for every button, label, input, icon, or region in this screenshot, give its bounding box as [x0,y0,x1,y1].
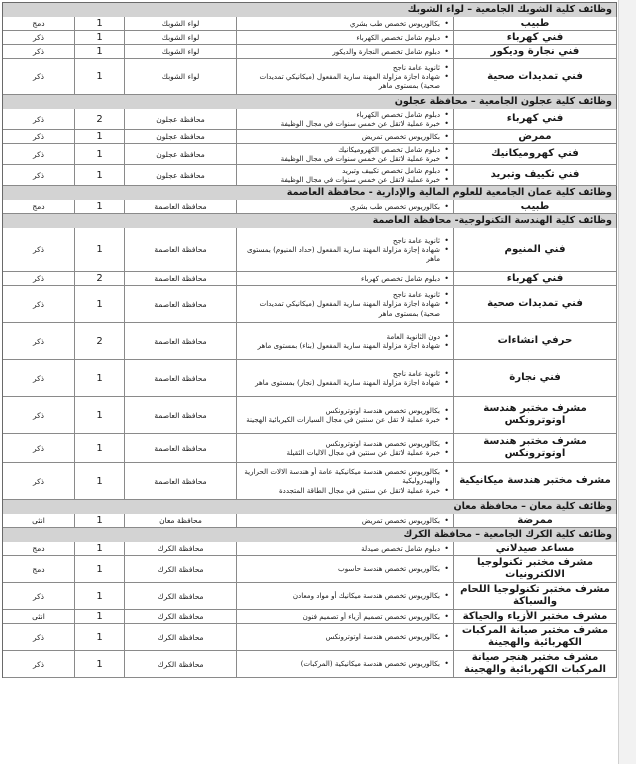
requirement-item: • شهادة اجازة مزاولة المهنة سارية المفعول (ميكانيكي تمديدات صحية) بمستوى ماهر [240,299,450,317]
job-gender: ذكر [3,130,75,143]
requirement-item: • خبرة عملية لاتقل عن سنتين في مجال الاليات الثقيلة [240,448,450,457]
vacancy-count: 1 [75,397,125,433]
requirement-item: • دبلوم شامل تخصص الكهرباء [240,33,450,42]
job-location: محافظة الكرك [125,542,237,555]
requirements-cell [237,397,454,433]
job-gender: ذكر [3,463,75,499]
requirements-list [240,166,450,184]
requirements-list [240,202,450,211]
job-location: محافظة العاصمة [125,397,237,433]
job-row [3,624,617,651]
job-row [3,542,617,556]
requirements-cell [237,144,454,164]
job-location: محافظة العاصمة [125,272,237,285]
job-title: فني المنيوم [454,228,617,271]
job-title: فني تمديدات صحية [454,59,617,94]
job-title: فني كهرباء [454,109,617,129]
job-row [3,434,617,463]
section-header: وظائف كلية الشوبك الجامعية – لواء الشوبك [3,3,617,17]
job-location: محافظة الكرك [125,651,237,677]
job-location: محافظة عجلون [125,109,237,129]
requirements-cell [237,651,454,677]
requirements-cell [237,59,454,94]
requirement-item: • ثانوية عامة ناجح [240,63,450,72]
requirement-item: • بكالوريوس تخصص تمريض [240,132,450,141]
job-gender: ذكر [3,59,75,94]
requirement-item: • بكالوريوس تخصص طب بشري [240,19,450,28]
requirements-cell [237,228,454,271]
job-gender: انثى [3,610,75,623]
job-row [3,463,617,500]
requirement-item: • دبلوم شامل تخصص تكييف وتبريد [240,166,450,175]
job-location: محافظة العاصمة [125,434,237,462]
requirement-item: • شهادة اجازة مزاولة المهنة سارية المفعول (بناء) بمستوى ماهر [240,341,450,350]
requirements-list [240,132,450,141]
vacancy-count: 1 [75,610,125,623]
job-gender: ذكر [3,165,75,185]
job-gender: دمج [3,556,75,582]
requirements-cell [237,272,454,285]
requirements-list [240,612,450,621]
job-gender: ذكر [3,109,75,129]
job-title: فني تمديدات صحية [454,286,617,322]
requirement-item: • شهادة اجازة مزاولة المهنة سارية المفعول (ميكانيكي تمديدات صحية) بمستوى ماهر [240,72,450,90]
requirements-cell [237,31,454,44]
job-gender: ذكر [3,360,75,396]
requirement-item: • دبلوم شامل تخصص الكهروميكانيك [240,145,450,154]
requirement-item: • بكالوريوس تخصص تمريض [240,516,450,525]
requirement-item: • ثانوية عامة ناجح [240,290,450,299]
requirement-item: • دبلوم شامل تخصص صيدلة [240,544,450,553]
job-gender: دمج [3,542,75,555]
job-gender: انثى [3,514,75,527]
requirement-item: • بكالوريوس تخصص هندسة اوتوترونكس [240,632,450,641]
vacancy-count: 1 [75,228,125,271]
job-title: ممرضة [454,514,617,527]
job-location: محافظة العاصمة [125,200,237,213]
requirements-cell [237,323,454,359]
requirement-item: • بكالوريوس تخصص هندسة ميكانيك أو مواد ومعادن [240,591,450,600]
requirement-item: • بكالوريوس تخصص طب بشري [240,202,450,211]
job-location: محافظة الكرك [125,556,237,582]
job-title: فني نجارة [454,360,617,396]
job-gender: دمج [3,17,75,30]
requirements-list [240,290,450,318]
vacancy-count: 1 [75,31,125,44]
job-gender: ذكر [3,323,75,359]
job-location: محافظة معان [125,514,237,527]
job-row [3,514,617,528]
job-gender: دمج [3,200,75,213]
vacancy-count: 1 [75,556,125,582]
job-row [3,144,617,165]
job-title: طبيب [454,200,617,213]
requirement-item: • شهادة إجازة مزاولة المهنة سارية المفعول (حداد المنيوم) بمستوى ماهر [240,245,450,263]
vacancy-count: 1 [75,200,125,213]
job-gender: ذكر [3,624,75,650]
vacancy-count: 1 [75,624,125,650]
requirement-item: • دبلوم شامل تخصص الكهرباء [240,110,450,119]
requirements-cell [237,109,454,129]
section-header: وظائف كلية الكرك الجامعية – محافظة الكرك [3,528,617,542]
requirements-cell [237,17,454,30]
job-location: محافظة الكرك [125,610,237,623]
job-location: محافظة عجلون [125,130,237,143]
requirements-list [240,369,450,387]
job-gender: ذكر [3,31,75,44]
requirements-list [240,63,450,91]
job-gender: ذكر [3,651,75,677]
requirements-cell [237,360,454,396]
job-location: لواء الشوبك [125,59,237,94]
job-title: مشرف مختبر هنجر صيانة المركبات الكهربائية والهجينة [454,651,617,677]
vacancy-count: 2 [75,323,125,359]
requirements-cell [237,583,454,609]
job-gender: ذكر [3,45,75,58]
job-row [3,59,617,95]
requirements-cell [237,165,454,185]
vacancy-count: 1 [75,542,125,555]
job-title: مشرف مختبر الأزياء والحياكة [454,610,617,623]
requirement-item: • بكالوريوس تخصص هندسة ميكانيكية (المركبات) [240,659,450,668]
job-location: محافظة عجلون [125,165,237,185]
requirement-item: • دبلوم شامل تخصص النجارة والديكور [240,47,450,56]
job-location: محافظة العاصمة [125,228,237,271]
requirements-list [240,516,450,525]
job-row [3,165,617,186]
job-row [3,45,617,59]
requirements-list [240,439,450,457]
job-title: مساعد صيدلاني [454,542,617,555]
vacancy-count: 1 [75,165,125,185]
requirements-list [240,564,450,573]
job-row [3,200,617,214]
requirements-cell [237,556,454,582]
job-location: محافظة العاصمة [125,360,237,396]
job-location: لواء الشوبك [125,17,237,30]
vacancy-count: 1 [75,17,125,30]
job-gender: ذكر [3,144,75,164]
requirements-list [240,332,450,350]
job-row [3,17,617,31]
job-title: مشرف مختبر هندسة اوتوترونكس [454,397,617,433]
vacancy-count: 1 [75,583,125,609]
job-row [3,651,617,678]
job-gender: ذكر [3,583,75,609]
job-row [3,397,617,434]
page-margin [618,0,636,764]
vacancy-count: 1 [75,59,125,94]
job-row [3,31,617,45]
job-row [3,272,617,286]
requirement-item: • ثانوية عامة ناجح [240,236,450,245]
requirements-list [240,406,450,424]
requirement-item: • بكالوريوس تخصص هندسة حاسوب [240,564,450,573]
requirements-cell [237,130,454,143]
job-row [3,109,617,130]
vacancy-count: 1 [75,130,125,143]
job-location: محافظة العاصمة [125,286,237,322]
vacancy-count: 2 [75,109,125,129]
requirements-list [240,544,450,553]
section-header: وظائف كلية معان – محافظة معان [3,500,617,514]
job-row [3,360,617,397]
requirements-cell [237,45,454,58]
requirements-cell [237,542,454,555]
requirement-item: • بكالوريوس تخصص هندسة اوتوترونكس [240,406,450,415]
vacancy-count: 1 [75,286,125,322]
job-title: مشرف مختبر هندسة اوتوترونكس [454,434,617,462]
requirements-cell [237,463,454,499]
vacancy-count: 2 [75,272,125,285]
section-header: وظائف كلية عجلون الجامعية – محافظة عجلون [3,95,617,109]
vacancy-count: 1 [75,45,125,58]
job-title: فني تكييف وتبريد [454,165,617,185]
requirements-list [240,145,450,163]
job-gender: ذكر [3,228,75,271]
requirements-cell [237,514,454,527]
job-row [3,556,617,583]
requirement-item: • دبلوم شامل تخصص كهرباء [240,274,450,283]
job-location: محافظة عجلون [125,144,237,164]
vacancy-count: 1 [75,360,125,396]
job-location: لواء الشوبك [125,45,237,58]
job-location: لواء الشوبك [125,31,237,44]
requirements-cell [237,286,454,322]
vacancy-count: 1 [75,144,125,164]
requirements-cell [237,624,454,650]
requirements-list [240,591,450,600]
requirements-list [240,236,450,264]
job-title: طبيب [454,17,617,30]
job-gender: ذكر [3,397,75,433]
requirements-list [240,47,450,56]
job-location: محافظة الكرك [125,624,237,650]
requirement-item: • خبرة عملية لاتقل عن سنتين في مجال الطاقة المتجددة [240,486,450,495]
job-gender: ذكر [3,286,75,322]
job-gender: ذكر [3,434,75,462]
job-title: مشرف مختبر هندسة ميكانيكية [454,463,617,499]
vacancy-count: 1 [75,463,125,499]
requirements-list [240,274,450,283]
requirements-cell [237,434,454,462]
requirements-list [240,467,450,495]
job-title: ممرض [454,130,617,143]
job-row [3,228,617,272]
requirements-list [240,33,450,42]
vacancy-count: 1 [75,434,125,462]
job-title: فني نجارة وديكور [454,45,617,58]
requirement-item: • خبرة عملية لاتقل عن خمس سنوات في مجال الوظيفة [240,154,450,163]
requirement-item: • خبرة عملية لاتقل عن خمس سنوات في مجال الوظيفة [240,119,450,128]
job-location: محافظة العاصمة [125,463,237,499]
job-title: مشرف مختبر صيانة المركبات الكهربائية والهجينة [454,624,617,650]
requirements-cell [237,200,454,213]
job-location: محافظة العاصمة [125,323,237,359]
requirement-item: • بكالوريوس تخصص تصميم أزياء أو تصميم فنون [240,612,450,621]
job-title: فني كهرباء [454,31,617,44]
requirement-item: • شهادة اجازة مزاولة المهنة سارية المفعول (نجار) بمستوى ماهر [240,378,450,387]
requirements-cell [237,610,454,623]
vacancy-count: 1 [75,514,125,527]
vacancies-table [2,2,617,678]
requirement-item: • ثانوية عامة ناجح [240,369,450,378]
section-header: وظائف كلية الهندسة التكنولوجية- محافظة العاصمة [3,214,617,228]
job-title: فني كهروميكانيك [454,144,617,164]
job-title: مشرف مختبر تكنولوجيا الالكترونيات [454,556,617,582]
job-title: مشرف مختبر تكنولوجيا اللحام والسباكة [454,583,617,609]
requirements-list [240,632,450,641]
requirements-list [240,659,450,668]
requirement-item: • خبرة عملية لا تقل عن سنتين في مجال السيارات الكيربائية الهجينة [240,415,450,424]
vacancy-count: 1 [75,651,125,677]
requirements-list [240,19,450,28]
job-row [3,610,617,624]
job-row [3,583,617,610]
job-row [3,130,617,144]
requirement-item: • خبرة عملية لاتقل عن خمس سنوات في مجال الوظيفة [240,175,450,184]
job-row [3,323,617,360]
job-title: فني كهرباء [454,272,617,285]
job-row [3,286,617,323]
requirements-list [240,110,450,128]
job-title: حرفي انشاءات [454,323,617,359]
requirement-item: • بكالوريوس تخصص هندسة اوتوترونكس [240,439,450,448]
job-location: محافظة الكرك [125,583,237,609]
job-gender: ذكر [3,272,75,285]
requirement-item: • دون الثانوية العامة [240,332,450,341]
requirement-item: • بكالوريوس تخصص هندسة ميكانيكية عامة أو هندسة الالات الحرارية والهيدروليكية [240,467,450,485]
section-header: وظائف كلية عمان الجامعية للعلوم المالية والإدارية - محافظة العاصمة [3,186,617,200]
